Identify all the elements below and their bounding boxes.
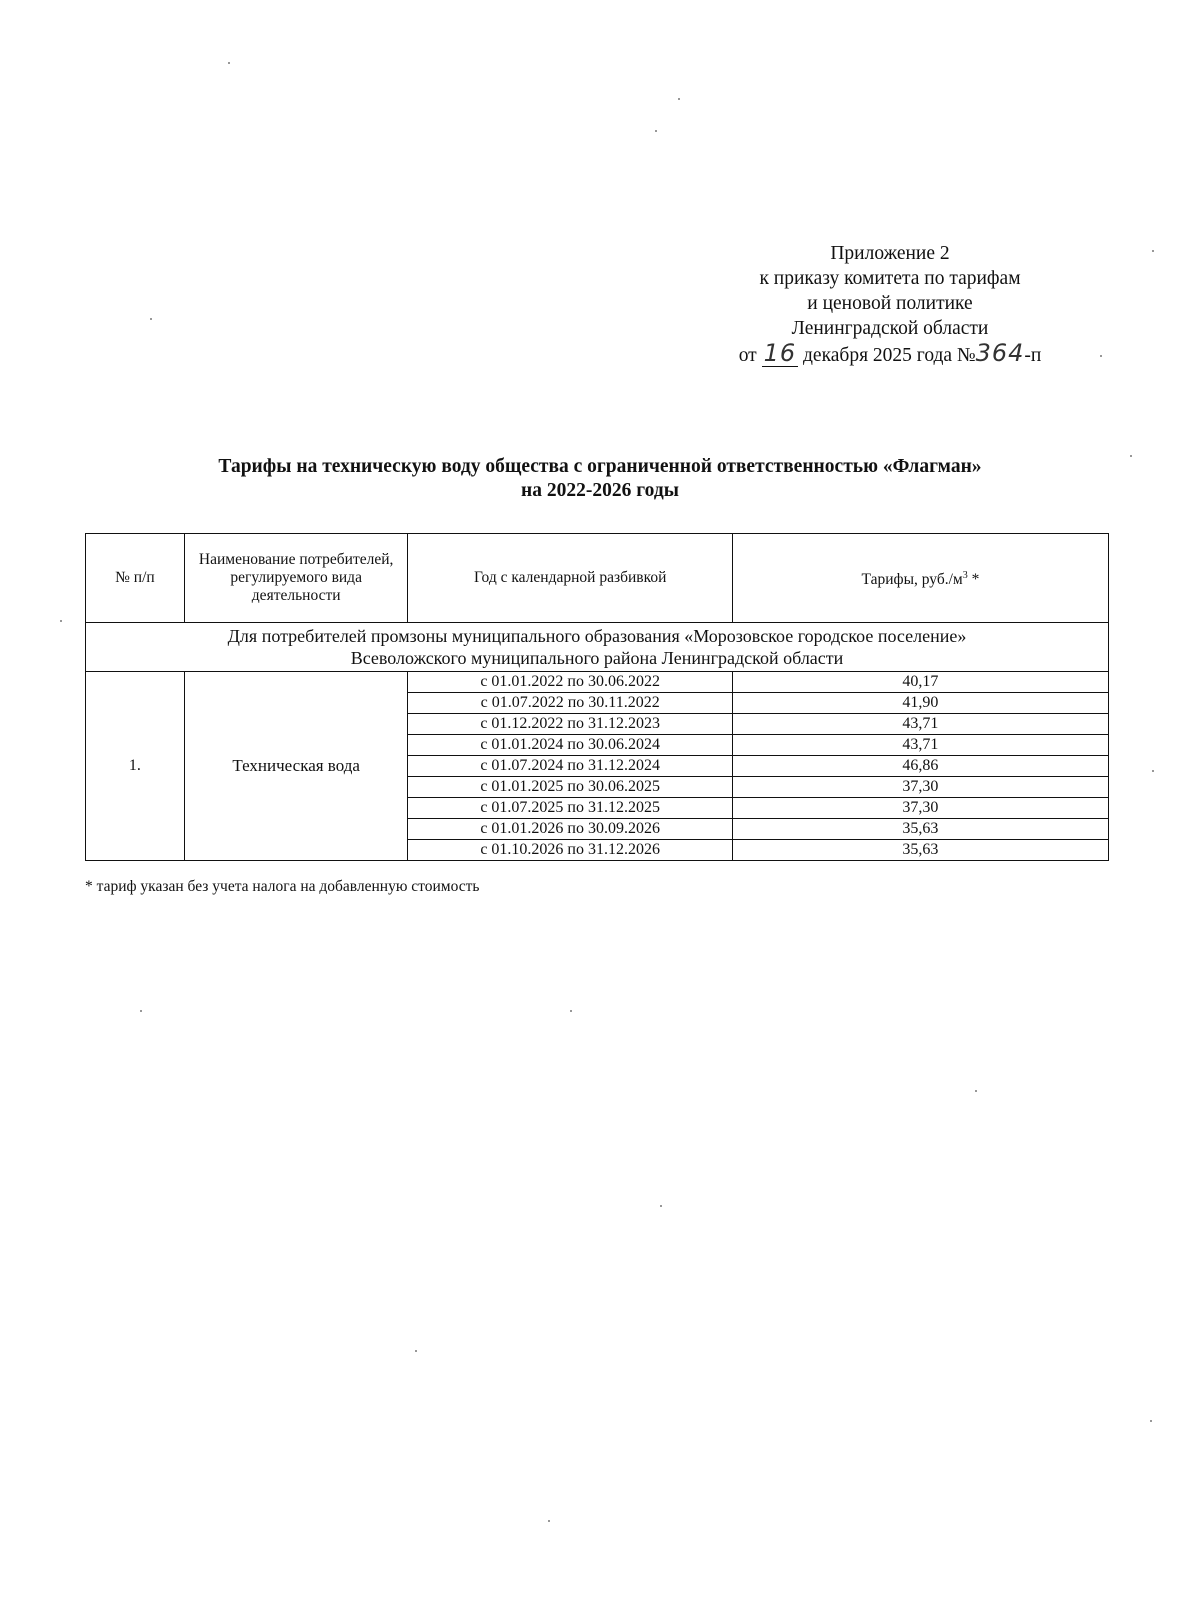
tariff-cell: 43,71 <box>732 735 1108 756</box>
period-cell: с 01.01.2026 по 30.09.2026 <box>408 819 732 840</box>
appendix-date-line <box>700 341 1080 368</box>
handwritten-day: 16 <box>763 339 797 367</box>
number-suffix: -п <box>1024 345 1042 366</box>
group-cell <box>86 623 1109 672</box>
scan-speck <box>548 1520 550 1522</box>
scan-speck <box>60 620 62 622</box>
table-header-row <box>86 534 1109 623</box>
tariff-cell: 40,17 <box>732 672 1108 693</box>
date-prefix: от <box>738 345 757 366</box>
appendix-block <box>700 241 1080 368</box>
scan-speck <box>1130 455 1132 457</box>
group-line-1: Для потребителей промзоны муниципального образования «Морозовское городское поселение» <box>227 626 967 646</box>
period-cell: с 01.10.2026 по 31.12.2026 <box>408 840 732 861</box>
scan-speck <box>415 1350 417 1352</box>
document-title <box>80 455 1120 503</box>
appendix-line-4: Ленинградской области <box>791 318 989 339</box>
scan-speck <box>975 1090 977 1092</box>
scan-speck <box>655 130 657 132</box>
group-line-2: Всеволожского муниципального района Ленинградской области <box>350 648 844 668</box>
scan-speck <box>228 62 230 64</box>
header-name: Наименование потребителей, регулируемого вида деятельности <box>184 534 408 623</box>
scan-speck <box>140 1010 142 1012</box>
header-tariff-mark: * <box>967 571 980 589</box>
period-cell: с 01.01.2025 по 30.06.2025 <box>408 777 732 798</box>
tariff-cell: 46,86 <box>732 756 1108 777</box>
tariff-cell: 37,30 <box>732 798 1108 819</box>
header-tariff-label: Тарифы, руб./м <box>861 571 963 589</box>
tariff-table <box>85 533 1109 861</box>
tariff-cell: 43,71 <box>732 714 1108 735</box>
scan-speck <box>570 1010 572 1012</box>
scan-speck <box>660 1205 662 1207</box>
item-number: 1. <box>86 672 185 861</box>
tariff-cell: 35,63 <box>732 819 1108 840</box>
period-cell: с 01.07.2025 по 31.12.2025 <box>408 798 732 819</box>
period-cell: с 01.12.2022 по 31.12.2023 <box>408 714 732 735</box>
header-period: Год с календарной разбивкой <box>408 534 732 623</box>
scan-speck <box>678 98 680 100</box>
handwritten-number: 364 <box>975 339 1025 367</box>
scan-speck <box>150 318 152 320</box>
scan-speck <box>1100 355 1102 357</box>
period-cell: с 01.07.2024 по 31.12.2024 <box>408 756 732 777</box>
date-middle: декабря 2025 года № <box>803 345 976 366</box>
footnote: * тариф указан без учета налога на добавленную стоимость <box>85 878 480 895</box>
title-line-1: Тарифы на техническую воду общества с ограниченной ответственностью «Флагман» <box>218 456 982 477</box>
item-name: Техническая вода <box>184 672 408 861</box>
header-tariff <box>732 534 1108 623</box>
appendix-line-1: Приложение 2 <box>830 243 950 264</box>
day-field <box>762 339 799 367</box>
tariff-cell: 35,63 <box>732 840 1108 861</box>
period-cell: с 01.01.2024 по 30.06.2024 <box>408 735 732 756</box>
tariff-cell: 37,30 <box>732 777 1108 798</box>
header-tariff-sup: 3 <box>962 569 968 581</box>
period-cell: с 01.01.2022 по 30.06.2022 <box>408 672 732 693</box>
header-num: № п/п <box>86 534 185 623</box>
tariff-cell: 41,90 <box>732 693 1108 714</box>
scan-speck <box>1150 1420 1152 1422</box>
period-cell: с 01.07.2022 по 30.11.2022 <box>408 693 732 714</box>
appendix-line-3: и ценовой политике <box>807 293 973 314</box>
appendix-line-2: к приказу комитета по тарифам <box>759 268 1021 289</box>
group-row <box>86 623 1109 672</box>
scan-speck <box>1152 770 1154 772</box>
table-row <box>86 672 1109 693</box>
title-line-2: на 2022-2026 годы <box>521 480 679 501</box>
scan-speck <box>1152 250 1154 252</box>
